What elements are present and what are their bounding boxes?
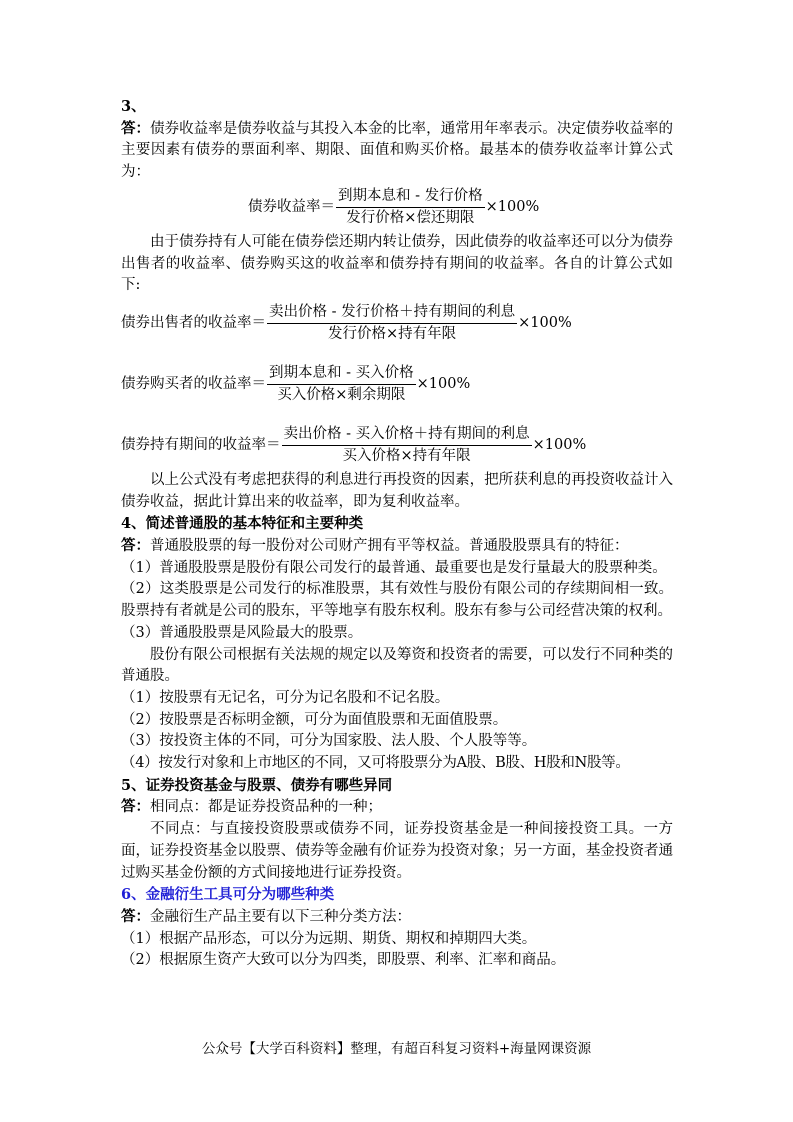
list-item: （1）普通股股票是股份有限公司发行的最普通、最重要也是发行量最大的股票种类。 xyxy=(121,559,667,576)
formula-numerator: 卖出价格 - 买入价格＋持有期间的利息 xyxy=(282,425,532,446)
list-item: （4）按发行对象和上市地区的不同，又可将股票分为A股、B股、H股和N股等。 xyxy=(121,755,630,772)
q5-answer xyxy=(121,796,673,819)
answer-label: 答： xyxy=(121,798,150,816)
formula-denominator: 买入价格×剩余期限 xyxy=(277,386,406,403)
formula-numerator: 到期本息和 - 发行价格 xyxy=(336,187,485,208)
formula-fraction xyxy=(336,187,485,228)
formula-buyer-yield xyxy=(121,364,673,405)
formula-lhs: 债券持有期间的收益率＝ xyxy=(121,436,281,453)
list-item: （2）按股票是否标明金额，可分为面值股票和无面值股票。 xyxy=(121,711,508,728)
document-page xyxy=(121,96,673,972)
formula-rhs: ×100% xyxy=(485,198,540,215)
formula-bond-yield xyxy=(248,187,673,228)
formula-fraction xyxy=(267,303,517,344)
q3-paragraph-3: 以上公式没有考虑把获得的利息进行再投资的因素，把所获利息的再投资收益计入债券收益，据此计算出来的收益率，即为复利收益率。 xyxy=(121,471,673,510)
formula-lhs: 债券购买者的收益率＝ xyxy=(121,375,266,392)
list-item: （2）这类股票是公司发行的标准股票，其有效性与股份有限公司的存续期间相一致。股票持有者就是公司的股东，平等地享有股东权利。股东有参与公司经营决策的权利。 xyxy=(121,581,673,620)
answer-label: 答： xyxy=(121,119,151,137)
q3-answer xyxy=(121,118,673,184)
formula-lhs: 债券出售者的收益率＝ xyxy=(121,314,266,331)
q5-heading: 5、证券投资基金与股票、债券有哪些异同 xyxy=(121,776,393,794)
q5-answer-text: 相同点：都是证券投资品种的一种； xyxy=(150,799,382,816)
q6-answer-text: 金融衍生产品主要有以下三种分类方法： xyxy=(150,908,411,925)
formula-numerator: 到期本息和 - 买入价格 xyxy=(267,364,416,385)
list-item: （3）按投资主体的不同，可分为国家股、法人股、个人股等等。 xyxy=(121,733,537,750)
formula-rhs: ×100% xyxy=(416,375,471,392)
q5-paragraph: 不同点：与直接投资股票或债券不同，证券投资基金是一种间接投资工具。一方面，证券投资基金以股票、债券等金融有价证券为投资对象；另一方面，基金投资者通过购买基金份额的方式间接地进行证券投资。 xyxy=(121,821,673,881)
formula-numerator: 卖出价格 - 发行价格＋持有期间的利息 xyxy=(267,303,517,324)
page-footer: 公众号【大学百科资料】整理，有超百科复习资料+海量网课资源 xyxy=(201,1041,592,1057)
list-item: （2）根据原生资产大致可以分为四类，即股票、利率、汇率和商品。 xyxy=(121,952,566,969)
q3-answer-text: 债券收益率是债券收益与其投入本金的比率，通常用年率表示。决定债券收益率的主要因素有债券的票面利率、期限、面值和购买价格。最基本的债券收益率计算公式为： xyxy=(121,120,674,181)
formula-denominator: 发行价格×持有年限 xyxy=(327,325,457,342)
q6-answer xyxy=(121,906,673,929)
q3-heading: 3、 xyxy=(121,98,146,115)
answer-label: 答： xyxy=(121,907,150,925)
q4-answer xyxy=(121,535,673,558)
q4-answer-text: 普通股股票的每一股份对公司财产拥有平等权益。普通股股票具有的特征： xyxy=(150,538,629,555)
formula-rhs: ×100% xyxy=(518,314,572,331)
list-item: （1）根据产品形态，可以分为远期、期货、期权和掉期四大类。 xyxy=(121,930,537,947)
q3-paragraph-2: 由于债券持有人可能在债券偿还期内转让债券，因此债券的收益率还可以分为债券出售者的收益率、债券购买这的收益率和债券持有期间的收益率。各自的计算公式如下: xyxy=(121,233,673,294)
formula-denominator: 买入价格×持有年限 xyxy=(342,447,471,464)
formula-fraction xyxy=(267,364,416,405)
formula-seller-yield xyxy=(121,303,673,344)
q6-heading: 6、金融衍生工具可分为哪些种类 xyxy=(121,886,335,904)
list-item: （3）普通股股票是风险最大的股票。 xyxy=(121,624,363,641)
list-item: （1）按股票有无记名，可分为记名股和不记名股。 xyxy=(121,689,450,706)
formula-rhs: ×100% xyxy=(532,436,587,453)
answer-label: 答： xyxy=(121,537,150,555)
formula-fraction xyxy=(282,425,532,466)
q4-heading: 4、简述普通股的基本特征和主要种类 xyxy=(121,515,364,533)
formula-denominator: 发行价格×偿还期限 xyxy=(346,209,475,226)
q4-paragraph: 股份有限公司根据有关法规的规定以及筹资和投资者的需要，可以发行不同种类的普通股。 xyxy=(121,646,673,685)
formula-lhs: 债券收益率＝ xyxy=(248,198,335,215)
formula-holder-yield xyxy=(121,425,673,466)
